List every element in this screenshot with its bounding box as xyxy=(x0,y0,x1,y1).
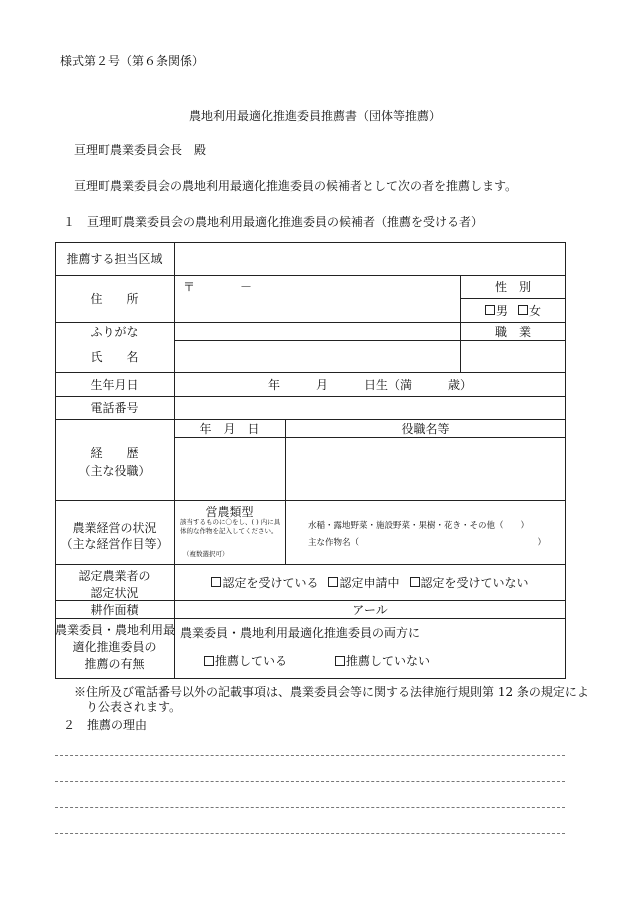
name-field[interactable] xyxy=(174,340,460,372)
rec-heading: 農業委員・農地利用最適化推進委員の両方に xyxy=(180,626,421,640)
intro-text: 亘理町農業委員会の農地利用最適化推進委員の候補者として次の者を推薦します。 xyxy=(74,179,518,193)
rec-opt1-checkbox[interactable] xyxy=(204,656,214,666)
cert-opt2-checkbox[interactable] xyxy=(328,577,338,587)
rec-label-2: 適化推進委員の xyxy=(72,640,157,654)
cert-opt3-label: 認定を受けていない xyxy=(420,575,529,590)
farm-sub-label: （主な経営作目等） xyxy=(60,537,169,551)
career-sub-label: （主な役職） xyxy=(78,464,151,478)
farm-type-label: 営農類型 xyxy=(205,505,254,519)
rec-opt1 xyxy=(204,652,287,669)
rec-label-3: 推薦の有無 xyxy=(84,657,145,671)
area-field[interactable] xyxy=(174,242,566,275)
area-size-field[interactable] xyxy=(174,600,566,618)
address-label: 住 所 xyxy=(90,292,139,306)
cert-opt1-label: 認定を受けている xyxy=(222,575,319,590)
furigana-label: ふりがな xyxy=(90,324,139,339)
birth-label: 生年月日 xyxy=(90,377,139,392)
rec-opt1-label: 推薦している xyxy=(215,654,288,668)
farm-type-multi: （複数選択可） xyxy=(183,550,229,558)
phone-label: 電話番号 xyxy=(90,401,139,415)
gender-options xyxy=(460,298,566,322)
career-date-header: 年 月 日 xyxy=(199,421,260,436)
area-label: 推薦する担当区域 xyxy=(66,252,163,266)
reason-line-4[interactable] xyxy=(55,833,565,834)
birth-field[interactable]: 年 月 日生（満 歳） xyxy=(267,377,472,392)
cert-opt2-label: 認定申請中 xyxy=(339,575,400,590)
form-title: 農地利用最適化推進委員推薦書（団体等推薦） xyxy=(188,109,441,123)
farm-type-list[interactable]: 水稲・露地野菜・施設野菜・果樹・花き・その他（ ） xyxy=(308,521,530,531)
reason-line-2[interactable] xyxy=(55,781,565,782)
gender-label: 性 別 xyxy=(494,280,531,294)
form-number: 様式第２号（第６条関係） xyxy=(60,54,205,68)
farm-type-note: 該当するものに〇をし、( ) 内に具体的な作物を記入してください。 xyxy=(180,518,281,535)
rec-opt2-label: 推薦していない xyxy=(346,654,431,668)
name-label: 氏 名 xyxy=(90,349,139,364)
female-label: 女 xyxy=(529,303,542,318)
phone-field[interactable] xyxy=(174,396,566,419)
rec-opt2 xyxy=(335,652,430,669)
address-field[interactable] xyxy=(174,275,460,322)
male-label: 男 xyxy=(495,303,508,318)
rec-label-1: 農業委員・農地利用最 xyxy=(55,623,176,637)
cert-opt1-checkbox[interactable] xyxy=(211,577,221,587)
female-checkbox[interactable] xyxy=(518,305,528,315)
career-date-field[interactable] xyxy=(174,437,285,500)
cert-opt3-checkbox[interactable] xyxy=(410,577,420,587)
postal-mark: 〒 xyxy=(183,280,196,294)
section-1-heading: １ 亘理町農業委員会の農地利用最適化推進委員の候補者（推薦を受ける者） xyxy=(63,215,484,229)
rec-opt2-checkbox[interactable] xyxy=(335,656,345,666)
career-label: 経 歴 xyxy=(90,446,139,460)
area-size-label: 耕作面積 xyxy=(90,602,139,617)
postal-dash: － xyxy=(240,280,253,294)
male-checkbox[interactable] xyxy=(485,305,495,315)
section-2-heading: ２ 推薦の理由 xyxy=(63,718,148,732)
area-unit: アール xyxy=(352,602,388,617)
career-title-field[interactable] xyxy=(285,437,566,500)
certified-label-2: 認定状況 xyxy=(90,586,139,600)
footnote-line-2: り公表されます。 xyxy=(86,700,182,714)
job-label: 職 業 xyxy=(494,324,531,339)
reason-line-3[interactable] xyxy=(55,807,565,808)
farm-label: 農業経営の状況 xyxy=(72,521,157,535)
furigana-field[interactable] xyxy=(174,322,460,340)
certified-options xyxy=(174,564,566,600)
certified-label-1: 認定農業者の xyxy=(78,569,151,583)
job-field[interactable] xyxy=(460,340,566,372)
career-title-header: 役職名等 xyxy=(401,421,450,436)
addressee: 亘理町農業委員会長 殿 xyxy=(74,143,207,157)
main-crop-field[interactable]: 主な作物名（ ） xyxy=(308,538,547,548)
footnote-line-1: ※住所及び電話番号以外の記載事項は、農業委員会等に関する法律施行規則第 12 条の規定によ xyxy=(74,685,589,699)
reason-line-1[interactable] xyxy=(55,755,565,756)
